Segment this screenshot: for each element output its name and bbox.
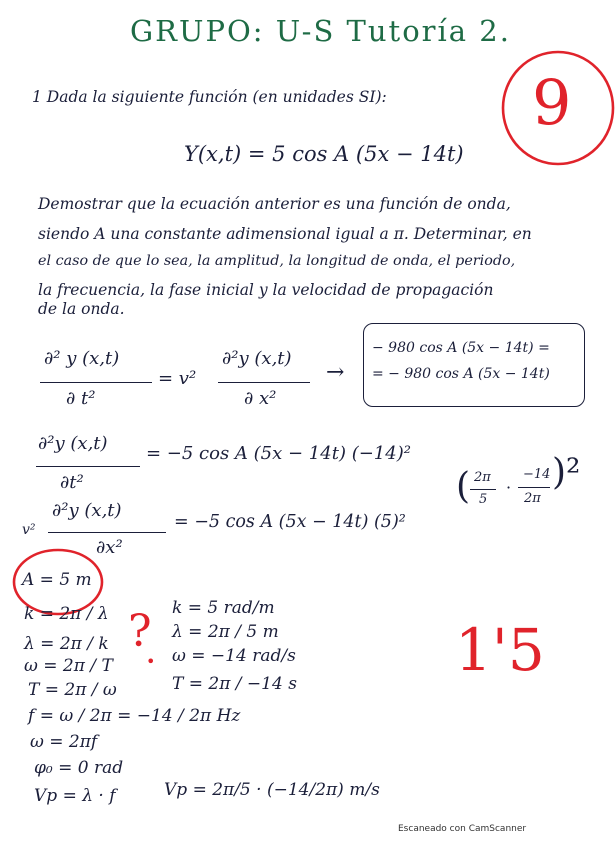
boxed-line: − 980 cos A (5x − 14t) =	[372, 340, 550, 356]
dot-mark: •	[146, 652, 156, 671]
fraction-bar	[218, 382, 310, 383]
answer-line: φ₀ = 0 rad	[34, 758, 124, 778]
answer-line: k = 2π / λ	[24, 604, 109, 624]
amplitude-answer: A = 5 m	[22, 570, 92, 590]
answer-line: ω = 2πf	[30, 732, 98, 752]
boxed-line: = − 980 cos A (5x − 14t)	[372, 366, 550, 382]
statement-line: siendo A una constante adimensional igual a π. Determinar, en	[38, 225, 532, 243]
wave-eq-lhs-numerator: ∂² y (x,t)	[44, 348, 120, 369]
d2t-denominator: ∂t²	[60, 472, 84, 493]
d2x-frac2-denominator: 2π	[524, 491, 541, 506]
grade-mark: 9	[532, 66, 572, 139]
d2x-denominator: ∂x²	[96, 537, 123, 558]
statement-line: la frecuencia, la fase inicial y la velocidad de propagación	[38, 281, 494, 299]
answer-line: k = 5 rad/m	[172, 598, 275, 618]
d2t-numerator: ∂²y (x,t)	[38, 433, 108, 454]
scanner-footer: Escaneado con CamScanner	[398, 824, 527, 834]
statement-line: de la onda.	[38, 300, 125, 318]
question-mark: ?	[128, 606, 152, 657]
d2x-frac1-denominator: 5	[479, 492, 488, 507]
fraction-bar	[40, 382, 152, 383]
arrow-icon: →	[326, 360, 345, 385]
v2-prefix: v²	[22, 522, 36, 538]
wave-function: Y(x,t) = 5 cos A (5x − 14t)	[184, 142, 464, 166]
d2x-numerator: ∂²y (x,t)	[52, 500, 122, 521]
statement-line: el caso de que lo sea, la amplitud, la longitud de onda, el periodo,	[38, 253, 516, 269]
answer-line: T = 2π / −14 s	[172, 674, 297, 694]
answer-line: T = 2π / ω	[28, 680, 117, 700]
answer-line: ω = −14 rad/s	[172, 646, 296, 666]
wave-eq-equals-v2: = v²	[158, 368, 197, 389]
fraction-bar	[518, 487, 550, 488]
wave-eq-rhs-numerator: ∂²y (x,t)	[222, 348, 292, 369]
fraction-bar	[48, 532, 166, 533]
d2x-frac2-numerator: −14	[523, 467, 551, 482]
answer-line: λ = 2π / 5 m	[172, 622, 279, 642]
page-title: GRUPO: U-S Tutoría 2.	[130, 14, 511, 48]
statement-line: Demostrar que la ecuación anterior es una función de onda,	[38, 195, 511, 213]
score-mark: 1'5	[455, 616, 545, 684]
answer-line: f = ω / 2π = −14 / 2π Hz	[28, 706, 241, 726]
result-box	[363, 323, 585, 407]
vp-result: Vp = 2π/5 · (−14/2π) m/s	[164, 780, 380, 800]
fraction-bar	[36, 466, 140, 467]
answer-line: ω = 2π / T	[24, 656, 113, 676]
d2x-frac1-numerator: 2π	[474, 470, 491, 485]
d2x-rhs: = −5 cos A (5x − 14t) (5)²	[174, 512, 406, 532]
answer-line: Vp = λ · f	[34, 786, 116, 806]
wave-eq-lhs-denominator: ∂ t²	[66, 388, 96, 409]
d2x-dot: ·	[506, 478, 512, 497]
d2t-rhs: = −5 cos A (5x − 14t) (−14)²	[146, 443, 411, 464]
problem-intro: 1 Dada la siguiente función (en unidades SI):	[32, 88, 387, 106]
d2x-paren-open: (	[456, 466, 471, 507]
wave-eq-rhs-denominator: ∂ x²	[244, 388, 277, 409]
fraction-bar	[470, 489, 496, 490]
d2x-paren-close: )²	[552, 452, 581, 493]
answer-line: λ = 2π / k	[24, 634, 109, 654]
